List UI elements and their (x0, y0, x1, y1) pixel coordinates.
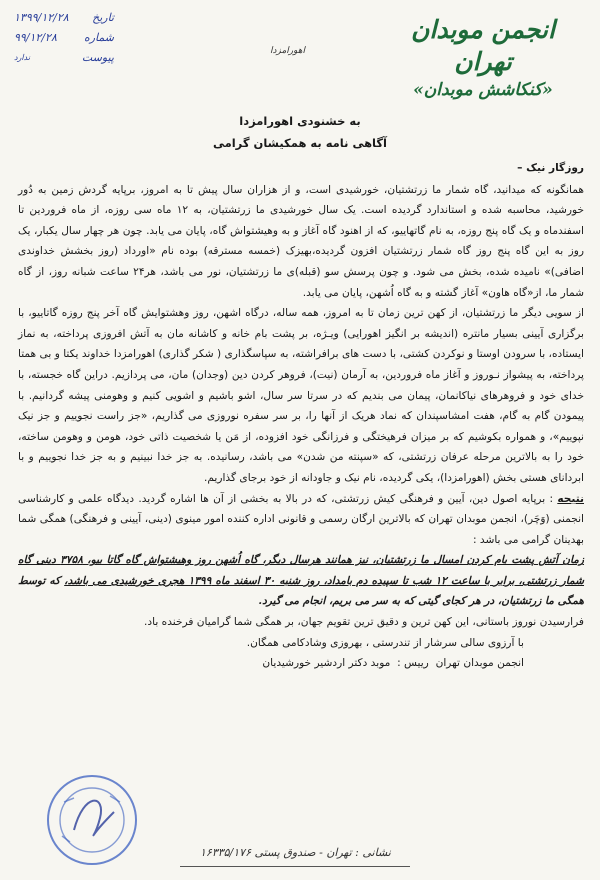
paragraph-conclusion (18, 489, 584, 551)
closing-president-label: رییس : (397, 657, 429, 670)
announcement-highlight (18, 550, 584, 612)
paragraph-nowruz: فرارسیدن نوروز باستانی، این کهن ترین و دقیق ترین تقویم جهان، بر همگی شما گرامیان فرخنده باد. (144, 616, 584, 629)
footer-divider (180, 866, 410, 867)
closing-block (18, 633, 584, 674)
logo-line-1: انجمن موبدان تهران (411, 15, 555, 76)
header-invocation: اهورامزدا (270, 46, 306, 56)
footer-address: نشانی : تهران - صندوق پستی ۱۶۳۳۵/۱۷۶ (200, 846, 391, 859)
organization-logo (388, 14, 578, 102)
letter-heading (0, 110, 600, 154)
heading-line-1: به خشنودی اهورامزدا (239, 114, 361, 128)
closing-signature (18, 653, 584, 674)
heading-line-2: آگاهی نامه به همکیشان گرامی (212, 136, 388, 150)
conclusion-text: : برپایه اصول دین، آیین و فرهنگی کیش زرتشتی، که در بالا به بخشی از آن ها اشاره گردید. دیدگاه علمی و کارشناسی انجمنی (وَچَر)، انجمن موبدان تهران که بالاترین ارگان رسمی و قانونی اداره کننده امور مینوی (دینی، آیینی و فرهنگی) همگی شما بهدینان گرامی می باشد : (18, 492, 584, 546)
attachment-value: ندارد (14, 53, 31, 62)
conclusion-keyword: نتیجه (557, 492, 584, 505)
official-stamp-icon (44, 772, 140, 868)
closing-wish: با آرزوی سالی سرشار از تندرستی ، بهروزی وشادکامی همگان. (246, 636, 524, 649)
number-value: ۹۹/۱۲/۲۸ (14, 31, 57, 44)
date-value: ۱۳۹۹/۱۲/۲۸ (14, 11, 69, 24)
paragraph-calendar: همانگونه که میدانید، گاه شمار ما زرتشتیان، خورشیدی است، و از هزاران سال پیش تا به امروز، برپایه گردش زمین به دُور خورشید، محاسبه شده و استاندارد گردیده است. یک سال خورشیدی ما زرتشتیان، به ۱۲ ماه سی روزه، از ماه فروردین تا اسفندماه و یک گاه پنج روزه، به نام گاتهاییو، که از اهنود گاه آغاز و به وهیشتواش گاه، پایان می یابد. چون هر چهار سال یکبار، یک روز به این گاه پنج روز گاه شمار زرتشتیان افزون گردیده،بهیزک (خمسه مسترقه) بوده نام «اورداد (روز بخشش خداوندی اضافی)» نامیده شده، بخش می شود. و چون پرسش سو (قبله)ی ما زرتشتیان، نور می باشد، هر۲۴ ساعت شبانه روز، از گاه شمار ما، از«گاه هاون» آغاز گشته و به گاه اُشهن، پایان می یابد. (18, 183, 585, 299)
letter-body (18, 158, 584, 674)
greeting: روزگار نیک – (517, 162, 584, 174)
announcement-time: زمان آتش پشت بام کردن امسال ما زرتشتیان، نیز همانند هرسال دیگر، گاه اُشهن روز وهیشتواش گاه گاتا بیو، ۳۷۵۸ دینی گاه شمار زرتشتی، برابر با ساعت ۱۲ شب تا سپیده دم بامداد، روز شنبه ۳۰ اسفند ماه ۱۳۹۹ هجری خورشیدی می باشد، (18, 554, 585, 587)
number-label: شماره (83, 31, 114, 44)
closing-president-name: موبد دکتر اردشیر خورشیدیان (262, 657, 391, 670)
closing-org: انجمن موبدان تهران (435, 657, 524, 670)
announcement-rest: که توسط همگی ما زرتشتیان، در هر کجای گیتی که به سر می بریم، انجام می گیرد. (18, 574, 584, 608)
date-label: تاریخ (92, 11, 114, 24)
attachment-label: پیوست (81, 51, 114, 64)
paragraph-ritual: از سویی دیگر ما زرتشتیان، از کهن ترین زمان تا به امروز، همه ساله، درگاه اشهن، روز وهشتوایش گاه آخر پنج روزه گاتاییو، با برگزاری آیینی بسیار مانتره (اندیشه بر انگیز اهورایی) ویـژه، بر پشت بام خانه و کاشانه مان به آتش افروزی پرداخته، به نماز ایستاده، با سرودن اوستا و نوکردن کشتی، با دست های برافراشته، به سپاسگذاری ( شکر گذاری) اهورامزدا خداوند یکتا و بی همتا پرداخته، به پیشواز نـوروز و آغاز ماه فروردین، به آرمان (نیت)، فروهر کردن دین (وجدان) مان، می پردازیم. دراین گاه خجسته، با خدای خود و فروهرهای نیاکانمان، پیمان می بندیم که در سرتا سر سال، اشو باشیم و اشویی کنیم و وهومنی پیشه گردانیم. با پیمودن گام به گام، هفت امشاسپندان که نماد هریک از آنها را، بر سر سفره نوروزی می گذاریم، «جز راست نجوییم و جز نیک نپوییم»، و همواره بکوشیم که بر میزان فرهیختگی و فرزانگی خود افزوده، از مَن یا شخصیت ذاتی خود، هومن و وهومن ساخته، خود را به بالاترین مرحله عرفان زرتشتی، که «سپنته من شدن» می باشد، رسانیده. به جز خدا نبینیم و به جز خدا نجوییم و با ابردانای هستی بخش (اهورامزدا)، یکی گردیده، نام نیک و جاودانه از خود برجای گذاریم. (18, 307, 584, 484)
logo-line-2: «کنکاشش موبدان» (413, 80, 553, 100)
letter-metadata (14, 8, 114, 68)
